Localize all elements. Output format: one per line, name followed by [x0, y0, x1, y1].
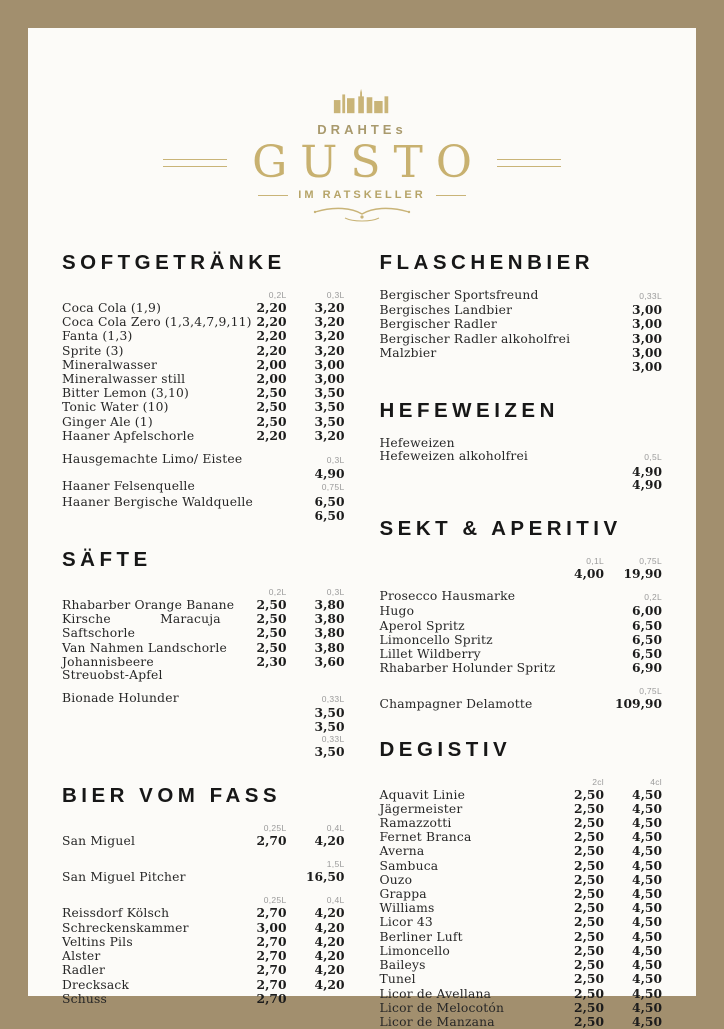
- price-value: 4,50: [632, 829, 662, 845]
- price-value: 2,70: [256, 948, 287, 964]
- price-value: 2,50: [574, 999, 604, 1015]
- price-value: 2,30: [256, 653, 287, 669]
- price-value: 2,70: [256, 833, 287, 849]
- size-label: 0,2L: [268, 587, 287, 598]
- price-value: 3,20: [314, 328, 345, 344]
- size-label: 0,33L: [321, 733, 345, 744]
- menu-item-row: [62, 720, 345, 733]
- item-name: Bergischer Radler: [379, 317, 497, 332]
- size-label: 1,5L: [326, 859, 345, 870]
- item-name: Saftschorle: [62, 626, 136, 641]
- item-name: Tonic Water (10): [62, 400, 169, 415]
- price-value: 4,50: [632, 914, 662, 930]
- item-name: Bitter Lemon (3,10): [62, 386, 190, 401]
- item-name: Kirsche Maracuja: [62, 612, 221, 627]
- item-name: Aquavit Linie: [379, 787, 466, 802]
- menu-item-row: [62, 598, 345, 612]
- menu-item-row: [62, 301, 345, 315]
- menu-item-row: [62, 626, 345, 640]
- price-value: 6,50: [632, 617, 662, 633]
- price-value: 6,50: [632, 631, 662, 647]
- menu-item-row: [380, 987, 663, 1001]
- menu-item-row: [380, 1001, 663, 1015]
- section-bier-vom-fass: [62, 784, 345, 1006]
- price-value: 6,50: [314, 493, 345, 509]
- price-value: 3,00: [314, 371, 345, 387]
- size-label: 0,3L: [326, 455, 345, 466]
- item-name: Veltins Pils: [62, 934, 133, 949]
- menu-item-row: [62, 329, 345, 343]
- menu-item-row: [380, 844, 663, 858]
- brand-name-sub: IM RATSKELLER: [298, 189, 426, 201]
- price-value: 2,50: [574, 971, 604, 987]
- section-sekt-aperitiv: [380, 517, 663, 712]
- menu-item-row: [380, 873, 663, 887]
- price-value: 2,70: [256, 905, 287, 921]
- item-name: Schreckenskammer: [62, 920, 189, 935]
- item-name: Fanta (1,3): [62, 329, 133, 344]
- size-label-row: [62, 289, 345, 301]
- menu-item-row: [62, 344, 345, 358]
- price-value: 4,50: [632, 800, 662, 816]
- price-value: 3,00: [314, 356, 345, 372]
- size-label-row: [62, 858, 345, 870]
- menu-item-row: [62, 641, 345, 655]
- section-rows: [380, 555, 663, 712]
- item-name: Johannisbeere: [62, 654, 154, 669]
- price-value: 3,00: [256, 919, 287, 935]
- right-column: [380, 251, 663, 1029]
- menu-item-row: [62, 612, 345, 626]
- item-name: Streuobst-Apfel: [62, 668, 163, 683]
- price-value: 2,70: [256, 933, 287, 949]
- price-value: 2,70: [256, 976, 287, 992]
- size-label: 0,25L: [263, 823, 287, 834]
- brand-sub-row: [62, 189, 662, 201]
- menu-item-row: [62, 921, 345, 935]
- price-value: 4,50: [632, 985, 662, 1001]
- price-value: 2,20: [256, 300, 287, 315]
- item-name: Sprite (3): [62, 343, 124, 358]
- size-label: 0,33L: [639, 291, 662, 301]
- price-value: 2,50: [574, 843, 604, 859]
- item-name: Lillet Wildberry: [379, 647, 481, 662]
- item-name: Coca Cola (1,9): [62, 301, 162, 315]
- price-value: 2,50: [574, 914, 604, 930]
- price-value: 4,90: [314, 466, 345, 482]
- price-value: 2,20: [256, 314, 287, 330]
- spacer: [62, 884, 345, 894]
- menu-item-row: [62, 745, 345, 758]
- size-label: 0,5L: [644, 452, 662, 463]
- spacer: [62, 848, 345, 858]
- price-value: 2,50: [574, 871, 604, 887]
- price-value: 2,50: [256, 625, 287, 641]
- section-title: BIER VOM FASS: [62, 784, 282, 808]
- price-value: 3,00: [632, 359, 662, 375]
- menu-page: [28, 28, 696, 1029]
- item-name: Drecksack: [62, 977, 130, 992]
- section-title: HEFEWEIZEN: [379, 399, 559, 423]
- size-label-row: [380, 555, 663, 567]
- menu-item-row: [62, 480, 345, 494]
- item-name: Williams: [379, 901, 435, 916]
- menu-item-row: [62, 315, 345, 329]
- menu-item-row: [380, 859, 663, 873]
- menu-item-row: [62, 949, 345, 963]
- price-value: 3,50: [314, 413, 345, 429]
- section-rows: [380, 776, 663, 1029]
- size-label: 0,2L: [644, 592, 662, 603]
- menu-item-row: [62, 386, 345, 400]
- price-value: 4,20: [314, 976, 345, 992]
- size-label: 0,3L: [326, 587, 345, 598]
- section-rows: [62, 822, 345, 1006]
- item-name: Limoncello Spritz: [379, 632, 493, 647]
- price-value: 2,50: [256, 597, 287, 613]
- price-value: 16,50: [305, 869, 345, 885]
- size-label: 0,4L: [326, 823, 345, 834]
- price-value: 2,70: [256, 962, 287, 978]
- section-flaschenbier: [380, 251, 663, 373]
- left-rule-ornament: [163, 159, 227, 167]
- price-value: 3,80: [314, 639, 345, 655]
- size-label: 0,33L: [321, 694, 345, 705]
- item-name: Hefeweizen: [379, 436, 455, 451]
- size-label-row: [62, 586, 345, 598]
- section-rows: [380, 289, 663, 373]
- item-name: Aperol Spritz: [379, 618, 465, 633]
- menu-item-row: [62, 495, 345, 509]
- menu-item-row: [380, 619, 663, 633]
- size-label: 0,4L: [326, 895, 345, 906]
- item-name: Alster: [62, 949, 101, 964]
- price-value: 2,50: [574, 1013, 604, 1029]
- item-name: Mineralwasser still: [62, 372, 186, 387]
- price-value: 4,50: [632, 999, 662, 1015]
- price-value: 2,50: [256, 611, 287, 627]
- menu-item-row: [62, 429, 345, 443]
- price-value: 2,50: [256, 385, 287, 401]
- section-rows: [380, 437, 663, 491]
- menu-item-row: [380, 661, 663, 675]
- size-label-row: [380, 776, 663, 788]
- price-value: 6,50: [314, 507, 345, 523]
- menu-item-row: [62, 453, 345, 467]
- item-name: Rhabarber Holunder Spritz: [379, 661, 556, 676]
- right-subrule-ornament: [436, 195, 466, 196]
- menu-item-row: [62, 834, 345, 848]
- item-name: Bionade Holunder: [62, 691, 179, 706]
- price-value: 2,50: [574, 786, 604, 802]
- price-value: 109,90: [614, 696, 662, 712]
- menu-item-row: [380, 647, 663, 661]
- price-value: 6,90: [632, 660, 662, 676]
- price-value: 2,50: [574, 942, 604, 958]
- item-name: Malzbier: [379, 345, 437, 360]
- price-value: 2,20: [256, 427, 287, 443]
- price-value: 3,20: [314, 342, 345, 358]
- item-name: Averna: [379, 844, 425, 859]
- item-name: Bergischer Radler alkoholfrei: [379, 331, 571, 346]
- section-title: DEGISTIV: [379, 737, 512, 761]
- item-name: Licor de Manzana: [379, 1014, 495, 1029]
- item-name: Schuss: [62, 991, 107, 1006]
- price-value: 3,20: [314, 427, 345, 443]
- item-name: Van Nahmen Landschorle: [62, 640, 227, 655]
- item-name: Limoncello: [379, 943, 451, 958]
- item-name: Grappa: [379, 887, 427, 902]
- item-name: Champagner Delamotte: [379, 697, 533, 712]
- price-value: 4,00: [574, 566, 604, 582]
- menu-item-row: [380, 360, 663, 373]
- menu-item-row: [380, 567, 663, 580]
- price-value: 3,80: [314, 625, 345, 641]
- menu-item-row: [380, 450, 663, 464]
- right-rule-ornament: [497, 159, 561, 167]
- item-name: Tunel: [379, 972, 416, 987]
- price-value: 4,50: [632, 1013, 662, 1029]
- menu-item-row: [380, 332, 663, 346]
- menu-item-row: [380, 915, 663, 929]
- menu-item-row: [380, 346, 663, 360]
- item-name: Ouzo: [379, 872, 413, 887]
- price-value: 4,50: [632, 857, 662, 873]
- price-value: 2,00: [256, 371, 287, 387]
- price-value: 2,50: [574, 928, 604, 944]
- flourish-ornament-icon: [307, 205, 417, 225]
- item-name: Haaner Bergische Waldquelle: [62, 494, 253, 509]
- size-label: 0,25L: [263, 895, 287, 906]
- price-value: 4,90: [632, 463, 662, 479]
- item-name: Rhabarber Orange Banane: [62, 598, 235, 613]
- size-label: 0,75L: [321, 482, 345, 493]
- price-value: 4,20: [314, 933, 345, 949]
- item-name: Coca Cola Zero (1,3,4,7,9,11): [62, 315, 252, 330]
- size-label: 0,75L: [639, 686, 662, 697]
- menu-item-row: [62, 372, 345, 386]
- menu-columns: [62, 251, 662, 1029]
- section-rows: [62, 586, 345, 758]
- item-name: Prosecco Hausmarke: [379, 589, 516, 604]
- size-label: 0,3L: [326, 290, 345, 300]
- size-label: 4cl: [650, 776, 662, 787]
- menu-item-row: [380, 478, 663, 491]
- section-degistiv: [380, 738, 663, 1029]
- price-value: 4,90: [632, 476, 662, 492]
- menu-item-row: [62, 400, 345, 414]
- section-rows: [62, 289, 345, 522]
- price-value: 4,50: [632, 886, 662, 902]
- price-value: 4,20: [314, 919, 345, 935]
- price-value: 3,80: [314, 611, 345, 627]
- menu-item-row: [62, 978, 345, 992]
- price-value: 2,50: [256, 639, 287, 655]
- price-value: 4,50: [632, 815, 662, 831]
- price-value: 4,20: [314, 948, 345, 964]
- menu-item-row: [380, 901, 663, 915]
- item-name: Sambuca: [379, 858, 439, 873]
- size-label-row: [62, 822, 345, 834]
- price-value: 2,70: [256, 990, 287, 1006]
- menu-item-row: [62, 655, 345, 669]
- item-name: Hefeweizen alkoholfrei: [379, 449, 529, 464]
- menu-item-row: [380, 944, 663, 958]
- price-value: 2,50: [256, 399, 287, 415]
- size-label: 2cl: [592, 776, 604, 787]
- menu-item-row: [380, 930, 663, 944]
- price-value: 2,50: [574, 815, 604, 831]
- menu-item-row: [62, 692, 345, 706]
- menu-item-row: [380, 604, 663, 618]
- price-value: 2,50: [574, 900, 604, 916]
- price-value: 3,60: [314, 653, 345, 669]
- menu-item-row: [62, 415, 345, 429]
- left-column: [62, 251, 345, 1029]
- item-name: Haaner Felsenquelle: [62, 479, 195, 494]
- item-name: Hausgemachte Limo/ Eistee: [62, 452, 243, 467]
- menu-item-row: [62, 706, 345, 719]
- price-value: 4,50: [632, 843, 662, 859]
- section-title: SEKT & APERITIV: [379, 517, 622, 541]
- price-value: 19,90: [623, 566, 662, 582]
- menu-item-row: [380, 590, 663, 604]
- price-value: 4,50: [632, 928, 662, 944]
- brand-main-row: [62, 139, 662, 187]
- size-label: 0,1L: [586, 556, 604, 567]
- size-label: 0,2L: [268, 290, 287, 300]
- item-name: Licor 43: [379, 915, 433, 930]
- section-title: SÄFTE: [62, 548, 152, 572]
- menu-item-row: [380, 816, 663, 830]
- menu-item-row: [380, 972, 663, 986]
- item-name: San Miguel: [62, 834, 136, 849]
- price-value: 2,50: [574, 985, 604, 1001]
- item-name: Berliner Luft: [379, 929, 463, 944]
- price-value: 4,20: [314, 833, 345, 849]
- menu-item-row: [62, 906, 345, 920]
- item-name: Radler: [62, 963, 106, 978]
- price-value: 2,50: [574, 886, 604, 902]
- section-saefte: [62, 548, 345, 758]
- section-title: SOFTGETRÄNKE: [62, 251, 286, 274]
- menu-item-row: [380, 830, 663, 844]
- price-value: 3,00: [632, 330, 662, 346]
- price-value: 4,50: [632, 786, 662, 802]
- price-value: 2,50: [574, 829, 604, 845]
- menu-item-row: [380, 303, 663, 317]
- menu-item-row: [380, 289, 663, 303]
- menu-item-row: [62, 870, 345, 884]
- price-value: 3,50: [314, 743, 345, 759]
- price-value: 4,20: [314, 962, 345, 978]
- section-title: FLASCHENBIER: [379, 251, 595, 274]
- price-value: 3,00: [632, 302, 662, 318]
- price-value: 4,20: [314, 905, 345, 921]
- price-value: 4,50: [632, 942, 662, 958]
- item-name: Hugo: [379, 604, 415, 619]
- price-value: 3,20: [314, 300, 345, 315]
- menu-item-row: [62, 509, 345, 522]
- price-value: 2,20: [256, 328, 287, 344]
- menu-item-row: [380, 317, 663, 331]
- size-label: 0,75L: [639, 556, 662, 567]
- item-name: Reissdorf Kölsch: [62, 906, 170, 921]
- item-name: Licor de Melocotón: [379, 1000, 505, 1015]
- price-value: 3,00: [632, 344, 662, 360]
- section-hefeweizen: [380, 399, 663, 491]
- price-value: 3,20: [314, 314, 345, 330]
- price-value: 3,00: [632, 316, 662, 332]
- item-name: Bergisches Landbier: [379, 303, 513, 318]
- price-value: 4,50: [632, 900, 662, 916]
- section-softgetraenke: [62, 251, 345, 522]
- size-label-row: [62, 894, 345, 906]
- left-subrule-ornament: [258, 195, 288, 196]
- price-value: 3,50: [314, 705, 345, 721]
- price-value: 3,50: [314, 385, 345, 401]
- price-value: 2,00: [256, 356, 287, 372]
- spacer: [380, 675, 663, 685]
- menu-item-row: [62, 358, 345, 372]
- item-name: Ginger Ale (1): [62, 414, 153, 429]
- brand-header: [62, 88, 662, 229]
- size-label-row: [62, 733, 345, 745]
- item-name: Licor de Avellana: [379, 986, 492, 1001]
- menu-item-row: [380, 697, 663, 711]
- price-value: 3,50: [314, 399, 345, 415]
- menu-item-row: [380, 788, 663, 802]
- price-value: 2,50: [256, 413, 287, 429]
- price-value: 6,00: [632, 603, 662, 619]
- price-value: 6,50: [632, 646, 662, 662]
- price-value: 4,50: [632, 871, 662, 887]
- menu-item-row: [380, 465, 663, 478]
- menu-item-row: [380, 1015, 663, 1029]
- price-value: 3,50: [314, 718, 345, 734]
- item-name: Ramazzotti: [379, 816, 452, 831]
- price-value: 2,50: [574, 800, 604, 816]
- item-name: Fernet Branca: [379, 830, 472, 845]
- menu-item-row: [62, 963, 345, 977]
- brand-name-top: DRAHTEs: [317, 122, 407, 137]
- menu-item-row: [380, 958, 663, 972]
- item-name: Baileys: [379, 958, 426, 973]
- menu-item-row: [62, 669, 345, 682]
- item-name: Haaner Apfelschorle: [62, 428, 195, 443]
- item-name: Jägermeister: [379, 801, 463, 816]
- menu-item-row: [380, 633, 663, 647]
- menu-item-row: [62, 992, 345, 1006]
- price-value: 2,50: [574, 957, 604, 973]
- item-name: Mineralwasser: [62, 357, 158, 372]
- menu-item-row: [380, 887, 663, 901]
- price-value: 3,80: [314, 597, 345, 613]
- item-name: San Miguel Pitcher: [62, 870, 186, 885]
- skyline-logo-icon: [332, 88, 392, 114]
- menu-item-row: [380, 802, 663, 816]
- menu-item-row: [62, 935, 345, 949]
- price-value: 2,50: [574, 857, 604, 873]
- price-value: 4,50: [632, 971, 662, 987]
- price-value: 2,20: [256, 342, 287, 358]
- item-name: Bergischer Sportsfreund: [379, 288, 539, 302]
- price-value: 4,50: [632, 957, 662, 973]
- brand-name-main: GUSTO: [252, 137, 485, 188]
